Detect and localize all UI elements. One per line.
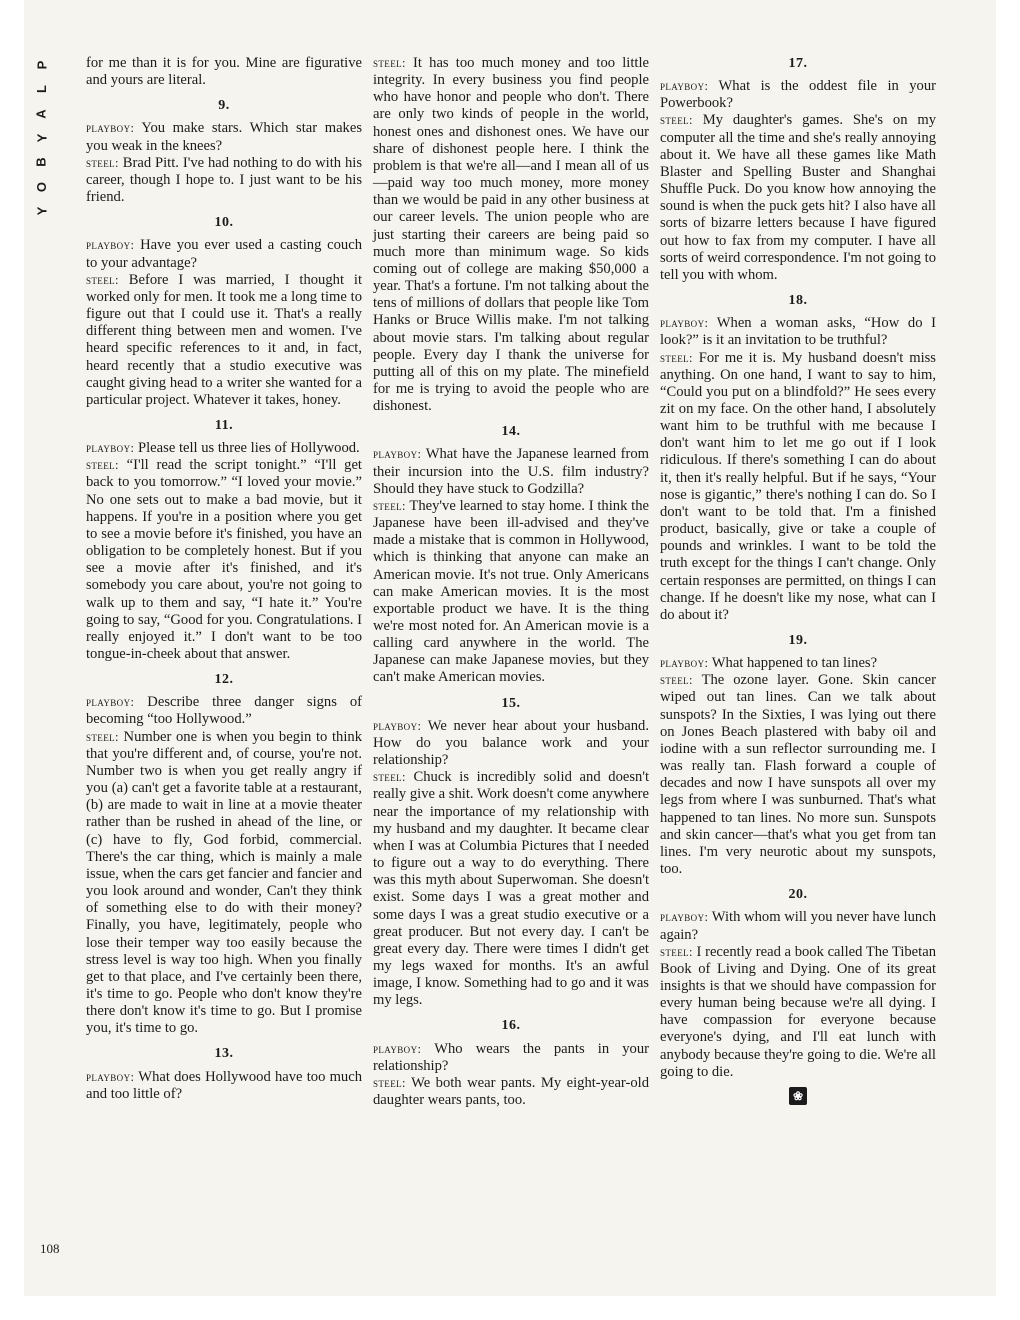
question-number: 13.	[214, 1046, 234, 1062]
question-number: 18.	[788, 293, 808, 309]
speaker-label: playboy:	[86, 441, 135, 456]
paragraph-text: What happened to tan lines?	[708, 655, 878, 672]
interview-paragraph	[373, 718, 649, 769]
paragraph-text: What does Hollywood have too much and too little of?	[86, 1068, 362, 1102]
paragraph-text: You make stars. Which star makes you weak in the knees?	[86, 120, 362, 154]
scan-margin-right	[996, 0, 1020, 1320]
paragraph-text: “I'll read the script tonight.” “I'll get back to you tomorrow.” “I loved your movie.” No one sets out to make a bad movie, but it happens. If you're in a position where you get to see a movie before it's finished, you have an obligation to be completely honest. But if you see a movie after it's finished, and it's somebody you care about, you're not going to walk up to them and say, “I hate it.” You're going to say, “Good for you. Congratulations. I really enjoyed it.” I don't want to be too tongue-in-cheek about that answer.	[86, 457, 362, 662]
running-head-letter: B	[33, 157, 49, 168]
running-head	[32, 58, 52, 218]
speaker-label: playboy:	[660, 656, 709, 671]
interview-paragraph	[660, 315, 936, 349]
paragraph-text: Who wears the pants in your relationship?	[373, 1040, 649, 1074]
paragraph-text: Before I was married, I thought it worked only for men. It took me a long time to figure out that I could use it. That's a really different thing between men and women. I've heard specific references to it and, in fact, heard recently that a studio executive was caught giving head to a writer she wanted for a particular project. Whatever it takes, honey.	[86, 271, 362, 408]
interview-paragraph	[373, 1075, 649, 1109]
paragraph-text: My daughter's games. She's on my computer all the time and she's really annoying about it. We have all these games like Math Blaster and Spelling Buster and Shanghai Shuffle Puck. Do you know how annoying the sound is when the puck gets hit? I also have all sorts of bizarre letters because I have figured out how to fax from my computer. I have all sorts of weird correspondence. I'm not going to tell you with whom.	[660, 112, 936, 283]
paragraph-text: Describe three danger signs of becoming “too Hollywood.”	[86, 694, 362, 728]
question-number: 11.	[214, 417, 234, 433]
question-number: 20.	[788, 887, 808, 903]
paragraph-text: Brad Pitt. I've had nothing to do with his career, though I hope to. I just want to be his friend.	[86, 154, 362, 206]
interview-paragraph	[86, 729, 362, 1038]
running-head-letter: A	[33, 108, 49, 119]
interview-paragraph	[660, 672, 936, 878]
interview-paragraph	[660, 78, 936, 112]
text-column-3	[660, 55, 936, 1105]
paragraph-text: When a woman asks, “How do I look?” is it an invitation to be truthful?	[660, 315, 936, 349]
speaker-label: steel:	[373, 1075, 406, 1090]
speaker-label: playboy:	[86, 238, 135, 253]
question-number: 16.	[501, 1018, 521, 1034]
interview-paragraph	[660, 909, 936, 943]
paragraph-text: It has too much money and too little integrity. In every business you find people who have honor and people who don't. There are only two kinds of people in the world, honest ones and dishonest ones. We have our share of dishonest people here. I think the problem is that we're all—and I mean all of us—paid way too much money, more money than we would be paid in any other business at our career levels. The union people who are just starting their careers are being paid so much more than minimum wage. So kids coming out of college are making $50,000 a year. That's a fortune. I'm not talking about the tens of millions of dollars that people like Tom Hanks or Bruce Willis make. I'm not talking about movie stars. I'm talking about regular people. Every day I thank the universe for putting all of this on my plate. The minefield for me is trying to avoid the people who are dishonest.	[373, 55, 649, 415]
interview-paragraph	[660, 655, 936, 672]
interview-paragraph	[86, 155, 362, 206]
paragraph-text: Have you ever used a casting couch to your advantage?	[86, 237, 362, 271]
question-number: 12.	[214, 672, 234, 688]
interview-paragraph	[373, 769, 649, 1009]
speaker-label: steel:	[660, 350, 693, 365]
paragraph-text: I recently read a book called The Tibetan Book of Living and Dying. One of its great insights is that we should have compassion for every human being because we're all dying. I have compassion for everyone because everyone's dying, and I'll eat lunch with anybody because they're going to die. We're all going to die.	[660, 943, 936, 1080]
interview-paragraph	[86, 440, 362, 457]
running-head-letter: O	[34, 181, 49, 192]
speaker-label: playboy:	[660, 910, 709, 925]
text-column-1	[86, 55, 362, 1103]
speaker-label: playboy:	[86, 695, 135, 710]
running-head-letter: P	[33, 60, 49, 70]
speaker-label: playboy:	[373, 1041, 422, 1056]
speaker-label: steel:	[373, 56, 406, 70]
speaker-label: steel:	[660, 673, 693, 688]
paragraph-text: With whom will you never have lunch again?	[660, 909, 936, 943]
interview-paragraph	[86, 120, 362, 154]
end-mark-icon: ❀	[789, 1087, 807, 1105]
scan-margin-left	[0, 0, 24, 1320]
speaker-label: steel:	[660, 944, 693, 959]
continued-paragraph: for me than it is for you. Mine are figurative and yours are literal.	[86, 55, 362, 89]
interview-paragraph	[86, 1069, 362, 1103]
speaker-label: steel:	[373, 770, 406, 785]
speaker-label: playboy:	[373, 718, 422, 733]
running-head-letter: Y	[33, 133, 49, 143]
interview-paragraph	[373, 55, 649, 415]
text-column-2	[373, 55, 649, 1109]
question-number: 19.	[788, 633, 808, 648]
paragraph-text: They've learned to stay home. I think the Japanese have been ill-advised and they've made a mistake that is common in Hollywood, which is thinking that anyone can make an American movie. It's not true. Only Americans can make American movies. It is the most exportable product we have. It is the thing we're most noted for. An American movie is a calling card anywhere in the world. The Japanese can make Japanese movies, but they can't make American movies.	[373, 497, 649, 686]
page-number: 108	[40, 1241, 60, 1256]
question-number: 14.	[501, 424, 521, 440]
paragraph-text: What have the Japanese learned from their incursion into the U.S. film industry? Should they have stuck to Godzilla?	[373, 446, 649, 497]
interview-paragraph	[373, 1041, 649, 1075]
running-head-letter: L	[33, 85, 49, 94]
paragraph-text: The ozone layer. Gone. Skin cancer wiped out tan lines. Can we talk about sunspots? In the Sixties, I was lying out there on Jones Beach plastered with baby oil and iodine with a sun reflector surrounding me. I was really tan. Flash forward a couple of decades and now I have sunspots all over my legs from where I was sunburned. That's what happened to tan lines. No more sun. Sunspots and skin cancer—that's what you get from tan lines. I'm very neurotic about my sunspots, too.	[660, 672, 936, 878]
interview-paragraph	[86, 237, 362, 271]
speaker-label: playboy:	[86, 121, 135, 136]
interview-paragraph	[86, 694, 362, 728]
speaker-label: steel:	[86, 729, 119, 744]
speaker-label: steel:	[373, 498, 406, 513]
interview-paragraph	[86, 457, 362, 663]
paragraph-text: We never hear about your husband. How do you balance work and your relationship?	[373, 717, 649, 769]
speaker-label: steel:	[86, 155, 119, 170]
interview-paragraph	[660, 112, 936, 284]
paragraph-text: Number one is when you begin to think that you're different and, of course, you're not. Number two is when you get really angry if you (a) can't get a favorite table at a restaurant, (b) are made to wait in line at a movie theater rather than be rushed in ahead of the line, or (c) have to fly, God forbid, commercial. There's the car thing, which is mainly a male issue, when the cars get fancier and fancier and you look around and wonder, Can't they think of something else to do with their money? Finally, you have, legitimately, people who lose their temper way too easily because the stress level is way too high. When you finally get to that place, and I've certainly been there, it's time to go. People who don't know they're there don't know it's time to go. But I promise you, it's time to go.	[86, 728, 362, 1037]
paragraph-text: Please tell us three lies of Hollywood.	[134, 440, 360, 457]
question-number: 10.	[214, 215, 234, 231]
paragraph-text: For me it is. My husband doesn't miss anything. On one hand, I want to say to him, “Could you put on a blindfold?” He sees every zit on my face. On the other hand, I absolutely want him to be truthful with me because I don't want him to let me go out if I look ridiculous. If there's something I can do about it, then it's really helpful. But if he says, “Your nose is gigantic,” there's nothing I can do. So I don't want to be told that. I'm a finished product, basically, give or take a couple of pounds and wrinkles. I want to be told the truth except for the things I can't change. Only certain responses are permitted, on things I can change. If he doesn't like my nose, what can I do about it?	[660, 349, 936, 623]
question-number: 15.	[501, 695, 521, 711]
speaker-label: steel:	[660, 113, 693, 128]
speaker-label: steel:	[86, 458, 119, 473]
paragraph-text: What is the oddest file in your Powerbook?	[660, 78, 936, 112]
interview-paragraph	[660, 350, 936, 625]
interview-paragraph	[660, 944, 936, 1081]
speaker-label: playboy:	[86, 1069, 135, 1084]
speaker-label: steel:	[86, 272, 119, 287]
paragraph-text: Chuck is incredibly solid and doesn't really give a shit. Work doesn't come anywhere near the importance of my relationship with my husband and my daughter. It became clear when I was at Columbia Pictures that I needed to figure out a way to do everything. There was this myth about Superwoman. She doesn't exist. Some days I was a great mother and some days I was a great studio executive or a great producer. But not every day. I can't be great every day. There were times I didn't get my legs waxed for months. It's an awful image, I know. Something had to go and it was my legs.	[373, 769, 649, 1009]
question-number: 9.	[218, 98, 230, 114]
paragraph-text: We both wear pants. My eight-year-old daughter wears pants, too.	[373, 1074, 649, 1109]
speaker-label: playboy:	[660, 316, 709, 331]
interview-paragraph	[86, 272, 362, 409]
interview-paragraph	[373, 446, 649, 497]
speaker-label: playboy:	[660, 79, 709, 94]
scan-margin-bottom	[0, 1296, 1020, 1320]
running-head-letter: Y	[33, 206, 49, 216]
question-number: 17.	[788, 56, 808, 71]
interview-paragraph	[373, 498, 649, 687]
speaker-label: playboy:	[373, 447, 422, 462]
